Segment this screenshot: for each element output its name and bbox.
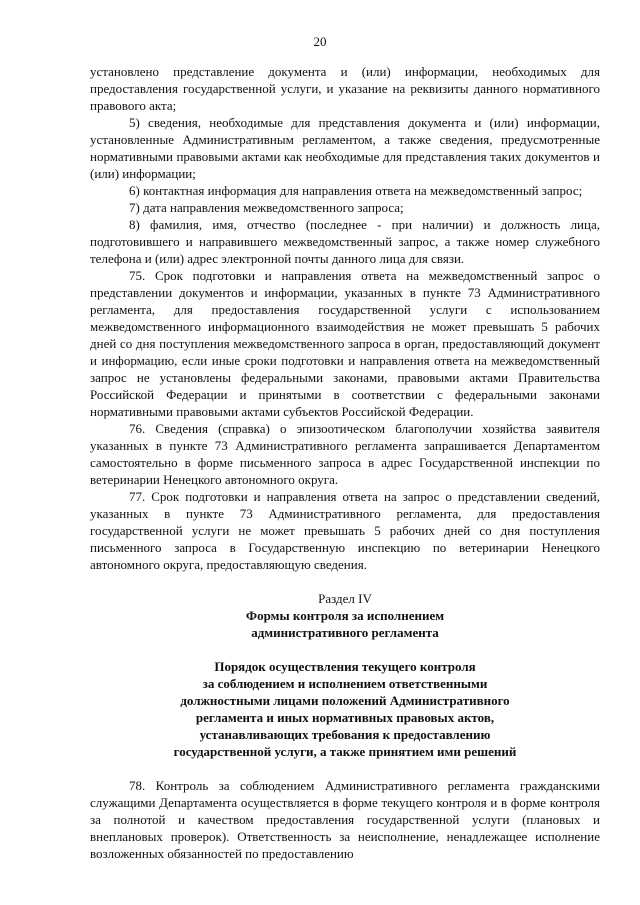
paragraph-item-5: 5) сведения, необходимые для представления документа и (или) информации, установленные Административным регламентом, а также сведения, предусмотренные нормативными правовыми актами как необходимые для представления таких документов и (или) информации; [90, 115, 600, 181]
paragraph-76: 76. Сведения (справка) о эпизоотическом благополучии хозяйства заявителя указанных в пункте 73 Административного регламента запрашивается Департаментом самостоятельно в форме письменного запроса в адрес Государственной инспекции по ветеринарии Ненецкого автономного округа. [90, 421, 600, 487]
paragraph-75: 75. Срок подготовки и направления ответа на межведомственный запрос о представлении документов и информации, указанных в пункте 73 Административного регламента, для предоставления государственной услуги с использованием межведомственного информационного взаимодействия не может превышать 5 рабочих дней со дня поступления межведомственного запроса в орган, предоставляющий документ и информацию, если иные сроки подготовки и направления ответа на межведомственный запрос не установлены федеральными законами, правовыми актами Правительства Российской Федерации и принятыми в соответствии с федеральными законами нормативными правовыми актами субъектов Российской Федерации. [90, 268, 600, 419]
paragraph-78: 78. Контроль за соблюдением Административного регламента гражданскими служащими Департамента осуществляется в форме текущего контроля и в форме контроля за полнотой и качеством предоставления государственной услуги (плановых и внеплановых проверок). Ответственность за неисполнение, ненадлежащее исполнение возложенных обязанностей по предоставлению [90, 778, 600, 861]
paragraph-item-8: 8) фамилия, имя, отчество (последнее - при наличии) и должность лица, подготовившего и направившего межведомственный запрос, а также номер служебного телефона и (или) адрес электронной почты данного лица для связи. [90, 217, 600, 266]
paragraph-item-6: 6) контактная информация для направления ответа на межведомственный запрос; [129, 183, 583, 198]
paragraph-item-7: 7) дата направления межведомственного запроса; [129, 200, 404, 215]
page-number: 20 [313, 34, 327, 49]
section-title: Формы контроля за исполнением административного регламента [245, 608, 445, 640]
paragraph-continuation: установлено представление документа и (или) информации, необходимых для предоставления государственной услуги, и указание на реквизиты данного нормативного правового акта; [90, 64, 600, 113]
section-label: Раздел IV [318, 591, 372, 606]
document-body [90, 63, 600, 862]
paragraph-77: 77. Срок подготовки и направления ответа на запрос о представлении сведений, указанных в пункте 73 Административного регламента, для предоставления государственной услуги не может превышать 5 рабочих дней со дня поступления письменного запроса в Государственную инспекцию по ветеринарии Ненецкого автономного округа, предоставляющую сведения. [90, 489, 600, 572]
section-subtitle: Порядок осуществления текущего контроля за соблюдением и исполнением ответственными должностными лицами положений Административного регламента и иных нормативных правовых актов, устанавливающих требования к предоставлению государственной услуги, а также принятием ими решений [173, 659, 517, 759]
